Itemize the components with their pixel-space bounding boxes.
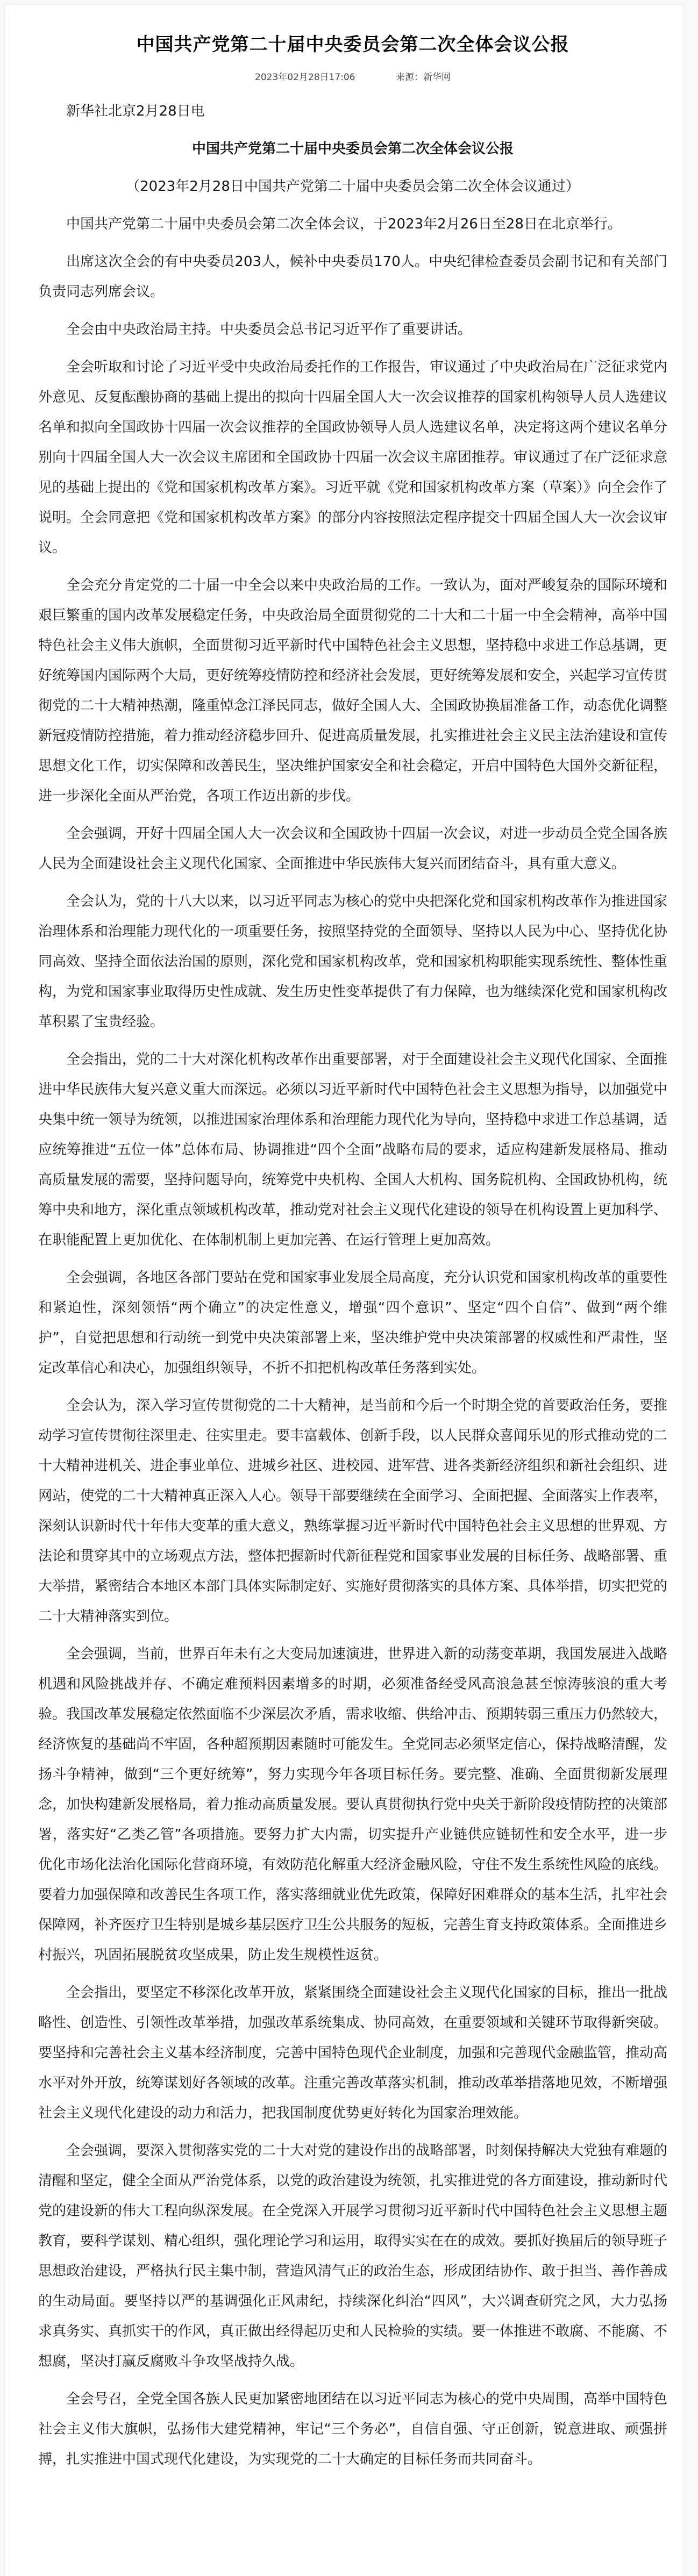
paragraph-container bbox=[38, 209, 667, 2474]
communique-inner-title: 中国共产党第二十届中央委员会第二次全体会议公报 bbox=[191, 140, 514, 157]
article-paragraph: 全会指出，要坚定不移深化改革开放，紧紧围绕全面建设社会主义现代化国家的目标，推出一批战略性、创造性、引领性改革举措，加强改革系统集成、协同高效，在重要领域和关键环节取得新突破。要坚持和完善社会主义基本经济制度，完善中国特色现代企业制度，加强和完善现代金融监管，推动高水平对外开放，统筹谋划好各领域的改革。注重完善改革落实机制，推动改革举措落地见效，不断增强社会主义现代化建设的动力和活力，把我国制度优势更好转化为国家治理效能。 bbox=[38, 1984, 668, 2121]
article-paragraph: 全会认为，深入学习宣传贯彻党的二十大精神，是当前和今后一个时期全党的首要政治任务，要推动学习宣传贯彻往深里走、往实里走。要丰富载体、创新手段，以人民群众喜闻乐见的形式推动党的二十大精神进机关、进企事业单位、进城乡社区、进校园、进军营、进各类新经济组织和新社会组织、进网站，使党的二十大精神真正深入人心。领导干部要继续在全面学习、全面把握、全面落实上作表率，深刻认识新时代十年伟大变革的重大意义，熟练掌握习近平新时代中国特色社会主义思想的世界观、方法论和贯穿其中的立场观点方法，整体把握新时代新征程党和国家事业发展的目标任务、战略部署、重大举措，紧密结合本地区本部门具体实际制定好、实施好贯彻落实的具体方案、具体举措，切实把党的二十大精神落实到位。 bbox=[38, 1397, 668, 1625]
article-meta bbox=[38, 71, 667, 83]
article-paragraph: 全会由中央政治局主持。中央委员会总书记习近平作了重要讲话。 bbox=[66, 321, 472, 338]
article-paragraph: 全会号召，全党全国各族人民更加紧密地团结在以习近平同志为核心的党中央周围，高举中国特色社会主义伟大旗帜，弘扬伟大建党精神，牢记“三个务必”，自信自强、守正创新，锐意进取、顽强拼搏，扎实推进中国式现代化建设，为实现党的二十大确定的目标任务而共同奋斗。 bbox=[38, 2391, 668, 2467]
page-title: 中国共产党第二十届中央委员会第二次全体会议公报 bbox=[136, 34, 569, 55]
publish-date: 2023年02月28日17:06 bbox=[255, 71, 355, 83]
source bbox=[396, 71, 451, 83]
source-label: 来源： bbox=[395, 71, 423, 83]
article-paragraph: 全会指出，党的二十大对深化机构改革作出重要部署，对于全面建设社会主义现代化国家、全面推进中华民族伟大复兴意义重大而深远。必须以习近平新时代中国特色社会主义思想为指导，以加强党中央集中统一领导为统领，以推进国家治理体系和治理能力现代化为导向，坚持稳中求进工作总基调，适应统筹推进“五位一体”总体布局、协调推进“四个全面”战略布局的要求，适应构建新发展格局、推动高质量发展的需要，坚持问题导向，统筹党中央机构、全国人大机构、国务院机构、全国政协机构，统筹中央和地方，深化重点领域机构改革，推动党对社会主义现代化建设的领导在机构设置上更加科学、在职能配置上更加优化、在体制机制上更加完善、在运行管理上更加高效。 bbox=[38, 1051, 668, 1248]
article-paragraph: 全会强调，各地区各部门要站在党和国家事业发展全局高度，充分认识党和国家机构改革的重要性和紧迫性，深刻领悟“两个确立”的决定性意义，增强“四个意识”、坚定“四个自信”、做到“两个维护”，自觉把思想和行动统一到党中央决策部署上来，坚决维护党中央决策部署的权威性和严肃性，坚定改革信心和决心，加强组织领导，不折不扣把机构改革任务落到实处。 bbox=[38, 1269, 668, 1376]
adoption-note: （2023年2月28日中国共产党第二十届中央委员会第二次全体会议通过） bbox=[126, 178, 580, 195]
article-paragraph: 全会强调，要深入贯彻落实党的二十大对党的建设作出的战略部署，时刻保持解决大党独有难题的清醒和坚定，健全全面从严治党体系，以党的政治建设为统领，扎实推进党的各方面建设，推动新时代党的建设新的伟大工程向纵深发展。在全党深入开展学习贯彻习近平新时代中国特色社会主义思想主题教育，要科学谋划、精心组织，强化理论学习和运用，取得实实在在的成效。要抓好换届后的领导班子思想政治建设，严格执行民主集中制，营造风清气正的政治生态，形成团结协作、敢于担当、善作善成的生动局面。要坚持以严的基调强化正风肃纪，持续深化纠治“四风”，大兴调查研究之风，大力弘扬求真务实、真抓实干的作风，真正做出经得起历史和人民检验的实绩。要一体推进不敢腐、不能腐、不想腐，坚决打赢反腐败斗争攻坚战持久战。 bbox=[38, 2142, 668, 2370]
article-paragraph: 全会认为，党的十八大以来，以习近平同志为核心的党中央把深化党和国家机构改革作为推进国家治理体系和治理能力现代化的一项重要任务，按照坚持党的全面领导、坚持以人民为中心、坚持优化协同高效、坚持全面依法治国的原则，深化党和国家机构改革，党和国家机构职能实现系统性、整体性重构，为党和国家事业取得历史性成就、发生历史性变革提供了有力保障，也为继续深化党和国家机构改革积累了宝贵经验。 bbox=[38, 893, 668, 1030]
dateline: 新华社北京2月28日电 bbox=[66, 103, 205, 119]
article-paragraph: 全会充分肯定党的二十届一中全会以来中央政治局的工作。一致认为，面对严峻复杂的国际环境和艰巨繁重的国内改革发展稳定任务，中央政治局全面贯彻党的二十大和二十届一中全会精神，高举中国特色社会主义伟大旗帜，全面贯彻习近平新时代中国特色社会主义思想，坚持稳中求进工作总基调，更好统筹国内国际两个大局，更好统筹疫情防控和经济社会发展，更好统筹发展和安全，兴起学习宣传贯彻党的二十大精神热潮，隆重悼念江泽民同志，做好全国人大、全国政协换届准备工作，动态优化调整新冠疫情防控措施，着力推动经济稳步回升、促进高质量发展，扎实推进社会主义民主法治建设和宣传思想文化工作，切实保障和改善民生，坚决维护国家安全和社会稳定，开启中国特色大国外交新征程，进一步深化全面从严治党，各项工作迈出新的步伐。 bbox=[38, 577, 668, 804]
article-paragraph: 全会强调，当前，世界百年未有之大变局加速演进，世界进入新的动荡变革期，我国发展进入战略机遇和风险挑战并存、不确定难预料因素增多的时期，必须准备经受风高浪急甚至惊涛骇浪的重大考验。我国改革发展稳定依然面临不少深层次矛盾，需求收缩、供给冲击、预期转弱三重压力仍然较大，经济恢复的基础尚不牢固，各种超预期因素随时可能发生。全党同志必须坚定信心，保持战略清醒，发扬斗争精神，做到“三个更好统筹”，努力实现今年各项目标任务。要完整、准确、全面贯彻新发展理念，加快构建新发展格局，着力推动高质量发展。要认真贯彻执行党中央关于新阶段疫情防控的决策部署，落实好“乙类乙管”各项措施。要努力扩大内需，切实提升产业链供应链韧性和安全水平，进一步优化市场化法治化国际化营商环境，有效防范化解重大经济金融风险，守住不发生系统性风险的底线。要着力加强保障和改善民生各项工作，落实落细就业优先政策，保障好困难群众的基本生活，扎牢社会保障网，补齐医疗卫生特别是城乡基层医疗卫生公共服务的短板，完善生育支持政策体系。全面推进乡村振兴，巩固拓展脱贫攻坚成果，防止发生规模性返贫。 bbox=[38, 1645, 668, 1963]
article-paragraph: 全会强调，开好十四届全国人大一次会议和全国政协十四届一次会议，对进一步动员全党全国各族人民为全面建设社会主义现代化国家、全面推进中华民族伟大复兴而团结奋斗，具有重大意义。 bbox=[38, 825, 668, 872]
article-page bbox=[4, 4, 683, 2576]
article-paragraph: 中国共产党第二十届中央委员会第二次全体会议，于2023年2月26日至28日在北京举行。 bbox=[66, 216, 622, 232]
source-name: 新华网 bbox=[423, 71, 451, 83]
article-body bbox=[38, 96, 667, 2474]
article-paragraph: 出席这次全会的有中央委员203人，候补中央委员170人。中央纪律检查委员会副书记和有关部门负责同志列席会议。 bbox=[38, 253, 667, 300]
article-paragraph: 全会听取和讨论了习近平受中央政治局委托作的工作报告，审议通过了中央政治局在广泛征求党内外意见、反复酝酿协商的基础上提出的拟向十四届全国人大一次会议推荐的国家机构领导人员人选建议名单和拟向全国政协十四届一次会议推荐的全国政协领导人员人选建议名单，决定将这两个建议名单分别向十四届全国人大一次会议主席团和全国政协十四届一次会议主席团推荐。审议通过了在广泛征求意见的基础上提出的《党和国家机构改革方案》。习近平就《党和国家机构改革方案（草案）》向全会作了说明。全会同意把《党和国家机构改革方案》的部分内容按照法定程序提交十四届全国人大一次会议审议。 bbox=[38, 359, 668, 556]
